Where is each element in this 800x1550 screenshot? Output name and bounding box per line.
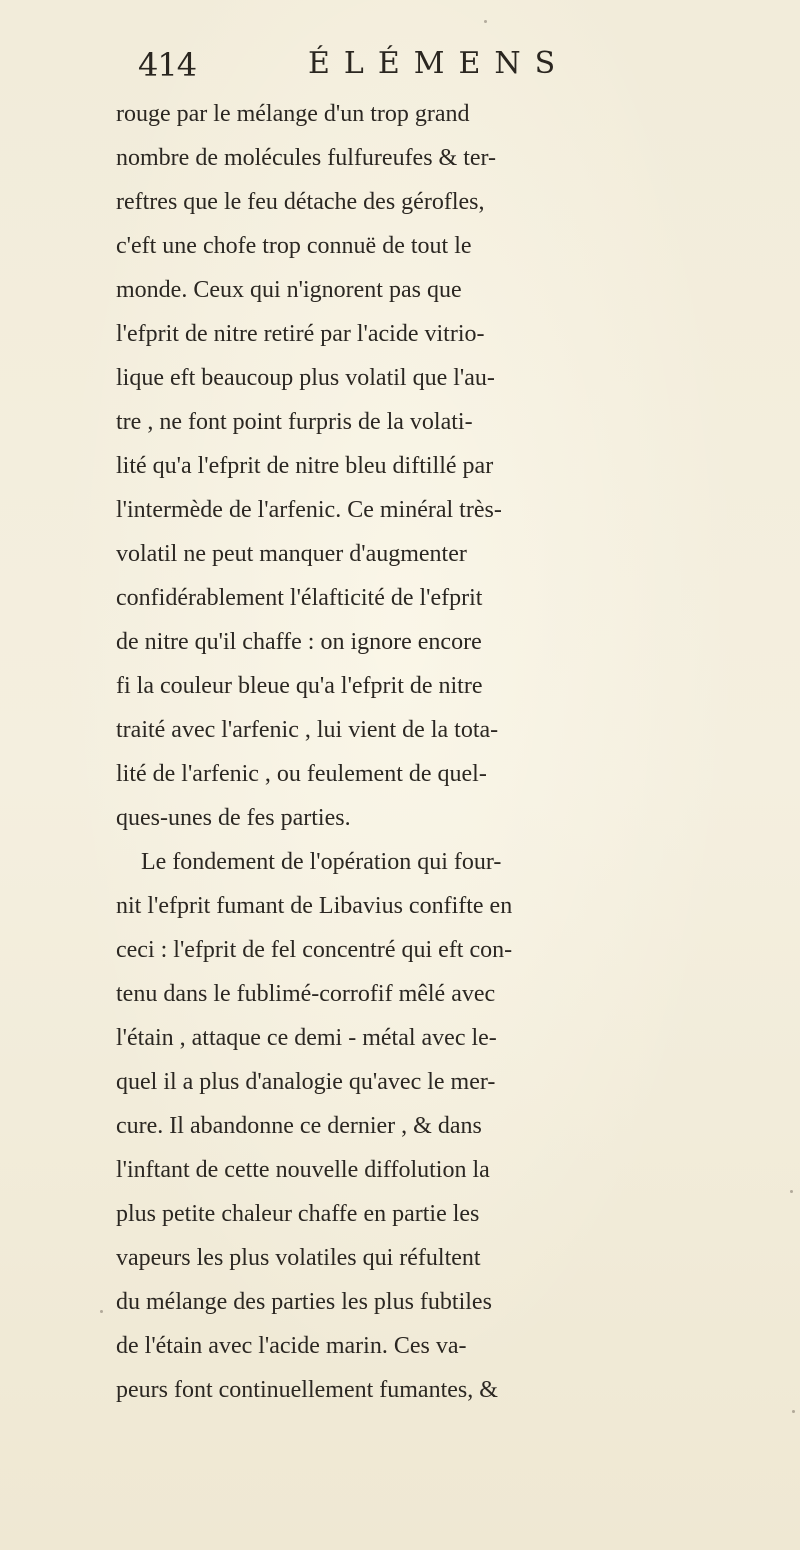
text-line: ques-unes de fes parties.	[116, 805, 351, 831]
text-line: tenu dans le fublimé-corrofif mêlé avec	[116, 981, 496, 1007]
paper-speck	[100, 1310, 103, 1313]
text-line: l'intermède de l'arfenic. Ce minéral très-	[116, 497, 502, 523]
text-line: l'inftant de cette nouvelle diffolution la	[116, 1157, 490, 1183]
paper-speck	[790, 1190, 793, 1193]
text-line: confidérablement l'élafticité de l'efprit	[116, 585, 483, 611]
text-line: peurs font continuellement fumantes, &	[116, 1377, 498, 1403]
text-line: monde. Ceux qui n'ignorent pas que	[116, 277, 462, 303]
text-line: de nitre qu'il chaffe : on ignore encore	[116, 629, 482, 655]
text-line: lité de l'arfenic , ou feulement de quel-	[116, 761, 487, 787]
text-line: traité avec l'arfenic , lui vient de la tota-	[116, 717, 499, 743]
paragraph-first-line: Le fondement de l'opération qui four-	[141, 849, 502, 875]
text-line: lité qu'a l'efprit de nitre bleu diftillé par	[116, 453, 494, 479]
text-line: tre , ne font point furpris de la volati-	[116, 409, 473, 435]
text-line: cure. Il abandonne ce dernier , & dans	[116, 1113, 482, 1139]
running-head: ÉLÉMENS	[308, 46, 570, 81]
text-line: c'eft une chofe trop connuë de tout le	[116, 233, 472, 259]
page-number: 414	[138, 46, 197, 84]
text-line: nit l'efprit fumant de Libavius confifte en	[116, 893, 513, 919]
text-line: reftres que le feu détache des gérofles,	[116, 189, 485, 215]
page-header	[0, 46, 800, 90]
paper-speck	[792, 1410, 795, 1413]
text-line: quel il a plus d'analogie qu'avec le mer-	[116, 1069, 496, 1095]
text-line: l'efprit de nitre retiré par l'acide vitrio-	[116, 321, 485, 347]
text-line: fi la couleur bleue qu'a l'efprit de nitre	[116, 673, 483, 699]
text-line: vapeurs les plus volatiles qui réfultent	[116, 1245, 481, 1271]
text-line: de l'étain avec l'acide marin. Ces va-	[116, 1333, 467, 1359]
text-line: l'étain , attaque ce demi - métal avec le-	[116, 1025, 497, 1051]
paper-speck	[484, 20, 487, 23]
text-line: plus petite chaleur chaffe en partie les	[116, 1201, 480, 1227]
text-line: du mélange des parties les plus fubtiles	[116, 1289, 492, 1315]
text-line: ceci : l'efprit de fel concentré qui eft con-	[116, 937, 513, 963]
text-line: nombre de molécules fulfureufes & ter-	[116, 145, 497, 171]
text-line: rouge par le mélange d'un trop grand	[116, 101, 470, 127]
text-line: lique eft beaucoup plus volatil que l'au-	[116, 365, 495, 391]
text-line: volatil ne peut manquer d'augmenter	[116, 541, 467, 567]
